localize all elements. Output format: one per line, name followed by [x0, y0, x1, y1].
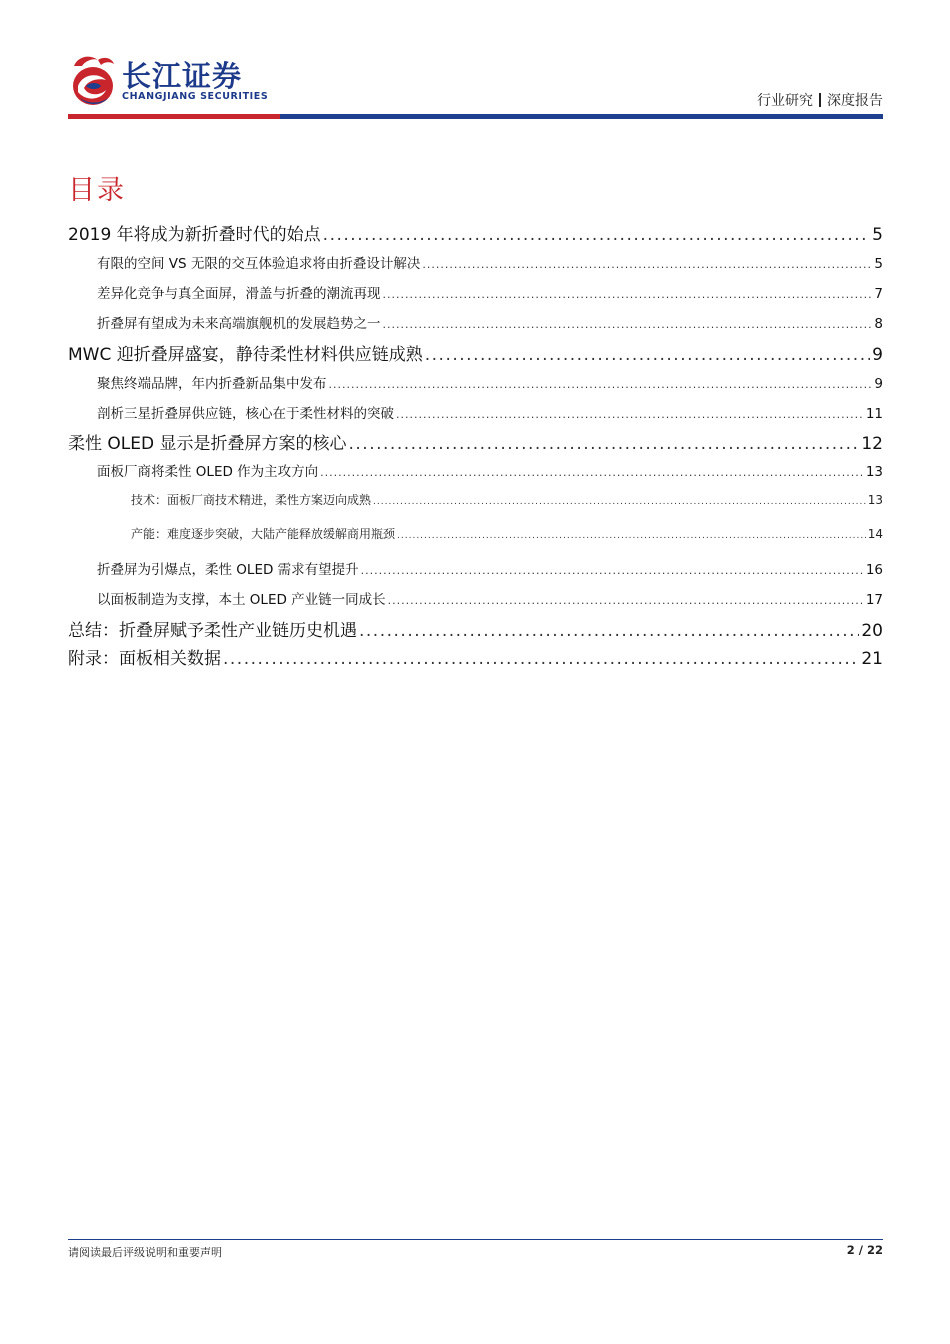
toc-entry-page: 9: [872, 345, 883, 365]
toc-entry-page: 8: [874, 316, 883, 332]
toc-entry-page: 14: [867, 527, 883, 541]
toc-entry-text: 产能：难度逐步突破，大陆产能释放缓解商用瓶颈: [131, 527, 396, 541]
header-divider-accent: [68, 114, 280, 119]
toc-entry[interactable]: [68, 644, 883, 669]
toc-entry-text: 以面板制造为支撑，本土 OLED 产业链一同成长: [97, 592, 386, 608]
toc-entry-text: 附录：面板相关数据: [68, 649, 221, 669]
toc-leader: [223, 649, 859, 669]
toc-entry-text: 折叠屏有望成为未来高端旗舰机的发展趋势之一: [97, 316, 381, 332]
toc-entry-text: 剖析三星折叠屏供应链，核心在于柔性材料的突破: [97, 406, 394, 422]
logo-english-name: CHANGJIANG SECURITIES: [122, 91, 269, 102]
toc-entry-page: 13: [865, 464, 883, 480]
toc-leader: [359, 621, 859, 641]
toc-entry-text: 聚焦终端品牌，年内折叠新品集中发布: [97, 376, 327, 392]
toc-entry-text: 技术：面板厂商技术精进，柔性方案迈向成熟: [131, 493, 372, 507]
category-label: 行业研究: [757, 93, 813, 109]
toc-leader: [373, 497, 866, 507]
toc-leader: [383, 288, 873, 301]
toc-entry-text: 面板厂商将柔性 OLED 作为主攻方向: [97, 464, 319, 480]
toc-entry-text: 差异化竞争与真全面屏，滑盖与折叠的潮流再现: [97, 286, 381, 302]
toc-entry-page: 5: [874, 256, 883, 272]
toc-entry-page: 17: [865, 592, 883, 608]
toc-entry[interactable]: [68, 402, 883, 422]
toc-entry-text: 柔性 OLED 显示是折叠屏方案的核心: [68, 434, 347, 454]
toc-entry[interactable]: [68, 220, 883, 245]
toc-entry-page: 12: [861, 434, 883, 454]
toc-leader: [323, 225, 871, 245]
toc-leader: [422, 258, 872, 271]
report-type-label: 深度报告: [827, 93, 883, 109]
toc-leader: [383, 318, 873, 331]
header-divider: [68, 114, 883, 119]
toc-entry[interactable]: [68, 616, 883, 641]
toc-entry-page: 21: [861, 649, 883, 669]
toc-leader: [349, 434, 860, 454]
footer-disclaimer: 请阅读最后评级说明和重要声明: [68, 1246, 222, 1259]
header-separator: [819, 93, 821, 107]
toc-leader: [396, 408, 864, 421]
toc-leader: [425, 345, 870, 365]
toc-leader: [388, 594, 864, 607]
toc-entry[interactable]: [68, 252, 883, 272]
toc-entry-text: 有限的空间 VS 无限的交互体验追求将由折叠设计解决: [97, 256, 421, 272]
toc-entry[interactable]: [68, 558, 883, 578]
changjiang-logo-icon: [68, 52, 118, 108]
toc-entry-text: MWC 迎折叠屏盛宴，静待柔性材料供应链成熟: [68, 345, 423, 365]
toc-leader: [329, 378, 873, 391]
toc-entry[interactable]: [68, 491, 883, 508]
toc-entry-page: 5: [872, 225, 883, 245]
page-header: [68, 44, 883, 120]
toc-entry[interactable]: [68, 588, 883, 608]
report-category: [757, 90, 883, 110]
toc-leader: [397, 531, 866, 541]
toc-entry-page: 13: [867, 493, 883, 507]
footer-divider: [68, 1239, 883, 1240]
logo-chinese-name: 长江证券: [122, 59, 243, 93]
toc-entry-text: 总结：折叠屏赋予柔性产业链历史机遇: [68, 621, 357, 641]
toc-entry-page: 20: [861, 621, 883, 641]
toc-entry[interactable]: [68, 340, 883, 365]
toc-entry[interactable]: [68, 460, 883, 480]
toc-entry[interactable]: [68, 525, 883, 542]
toc-title: 目录: [68, 175, 126, 206]
toc-entry[interactable]: [68, 312, 883, 332]
toc-entry[interactable]: [68, 429, 883, 454]
toc-entry-page: 16: [865, 562, 883, 578]
toc-entry-page: 11: [865, 406, 883, 422]
toc-entry-text: 折叠屏为引爆点，柔性 OLED 需求有望提升: [97, 562, 359, 578]
toc-entry-page: 7: [874, 286, 883, 302]
toc-leader: [320, 466, 864, 479]
page-number: 2 / 22: [846, 1243, 883, 1257]
toc-entry-text: 2019 年将成为新折叠时代的始点: [68, 225, 321, 245]
toc-entry-page: 9: [874, 376, 883, 392]
toc-entry[interactable]: [68, 372, 883, 392]
toc-entry[interactable]: [68, 282, 883, 302]
toc-leader: [361, 564, 864, 577]
